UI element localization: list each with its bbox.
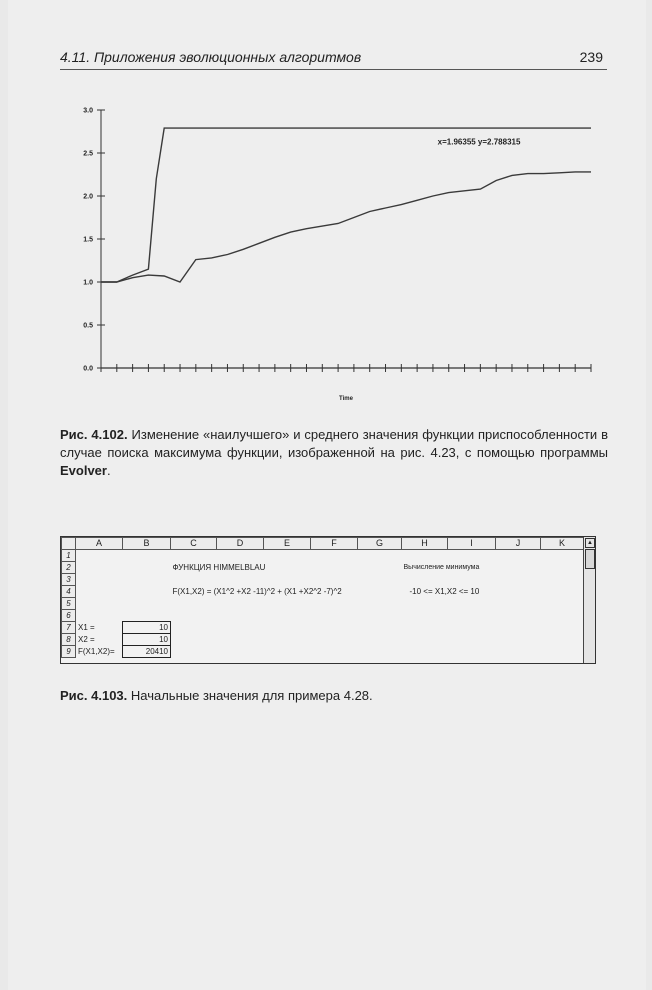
col-header-d[interactable]: D: [217, 538, 264, 550]
cell-b7[interactable]: 10: [123, 622, 171, 634]
row-header[interactable]: 8: [62, 634, 76, 646]
col-header-k[interactable]: K: [541, 538, 584, 550]
y-tick-label: 0.0: [83, 365, 93, 373]
program-name: Evolver: [60, 463, 107, 478]
figure-caption-text: Изменение «наилучшего» и среднего значения функции приспособленности в случае поиска максимума функции, изображенной на рис. 4.23, с помощью программы: [60, 427, 608, 460]
row-header[interactable]: 5: [62, 598, 76, 610]
table-row: [62, 610, 584, 622]
row-header[interactable]: 1: [62, 550, 76, 562]
figure-label: Рис. 4.103.: [60, 688, 128, 703]
figure-caption-4-103: [60, 688, 373, 703]
y-tick-label: 0.5: [83, 322, 93, 330]
row-header[interactable]: 4: [62, 586, 76, 598]
best-value-line: [101, 128, 591, 282]
table-row: [62, 646, 584, 658]
cell-a7[interactable]: X1 =: [78, 623, 95, 632]
table-row: [62, 586, 584, 598]
col-header-c[interactable]: C: [171, 538, 217, 550]
value-annotation: x=1.96355 y=2.788315: [437, 137, 521, 147]
col-header-g[interactable]: G: [358, 538, 402, 550]
col-header-b[interactable]: B: [123, 538, 171, 550]
table-row: [62, 634, 584, 646]
spreadsheet: [60, 536, 596, 664]
corner-cell[interactable]: [62, 538, 76, 550]
col-header-f[interactable]: F: [311, 538, 358, 550]
figure-caption-4-102: [60, 426, 608, 480]
cell-a8[interactable]: X2 =: [78, 635, 95, 644]
cell-a9[interactable]: F(X1,X2)=: [78, 647, 115, 656]
page-number: 239: [579, 49, 603, 65]
figure-label: Рис. 4.102.: [60, 427, 128, 442]
scroll-thumb[interactable]: [585, 549, 595, 569]
table-row: [62, 622, 584, 634]
y-tick-label: 2.0: [83, 193, 93, 201]
col-header-h[interactable]: H: [402, 538, 448, 550]
caption-end: .: [106, 463, 111, 478]
row-header[interactable]: 3: [62, 574, 76, 586]
scroll-up-arrow-icon[interactable]: ▲: [585, 538, 595, 548]
figure-caption-text: Начальные значения для примера 4.28.: [130, 688, 373, 703]
table-row: [62, 598, 584, 610]
col-header-a[interactable]: A: [76, 538, 123, 550]
chart-svg: [68, 100, 608, 410]
col-header-j[interactable]: J: [496, 538, 541, 550]
running-header: [60, 49, 607, 70]
cell-h4[interactable]: -10 <= X1,X2 <= 10: [409, 587, 480, 596]
col-header-i[interactable]: I: [448, 538, 496, 550]
table-row: [62, 574, 584, 586]
row-header[interactable]: 2: [62, 562, 76, 574]
section-title: 4.11. Приложения эволюционных алгоритмов: [60, 49, 362, 65]
vertical-scrollbar[interactable]: [583, 537, 595, 663]
average-value-line: [101, 172, 591, 282]
cell-c2[interactable]: ФУНКЦИЯ HIMMELBLAU: [172, 563, 266, 572]
y-tick-label: 1.0: [83, 279, 93, 287]
row-header[interactable]: 9: [62, 646, 76, 658]
col-header-e[interactable]: E: [264, 538, 311, 550]
row-header[interactable]: 6: [62, 610, 76, 622]
fitness-chart: [68, 100, 608, 410]
y-tick-label: 1.5: [83, 236, 93, 244]
table-row: [62, 550, 584, 562]
spreadsheet-grid: [61, 537, 584, 658]
table-row: [62, 562, 584, 574]
cell-b8[interactable]: 10: [123, 634, 171, 646]
cell-c4[interactable]: F(X1,X2) = (X1^2 +X2 -11)^2 + (X1 +X2^2 -7)^2: [172, 587, 342, 596]
y-tick-label: 2.5: [83, 150, 93, 158]
book-page: [8, 0, 646, 990]
column-header-row: [62, 538, 584, 550]
row-header[interactable]: 7: [62, 622, 76, 634]
x-axis-label: Time: [339, 396, 353, 402]
cell-h2[interactable]: Вычисление минимума: [403, 564, 480, 571]
cell-b9[interactable]: 20410: [123, 646, 171, 658]
y-tick-label: 3.0: [83, 107, 93, 115]
